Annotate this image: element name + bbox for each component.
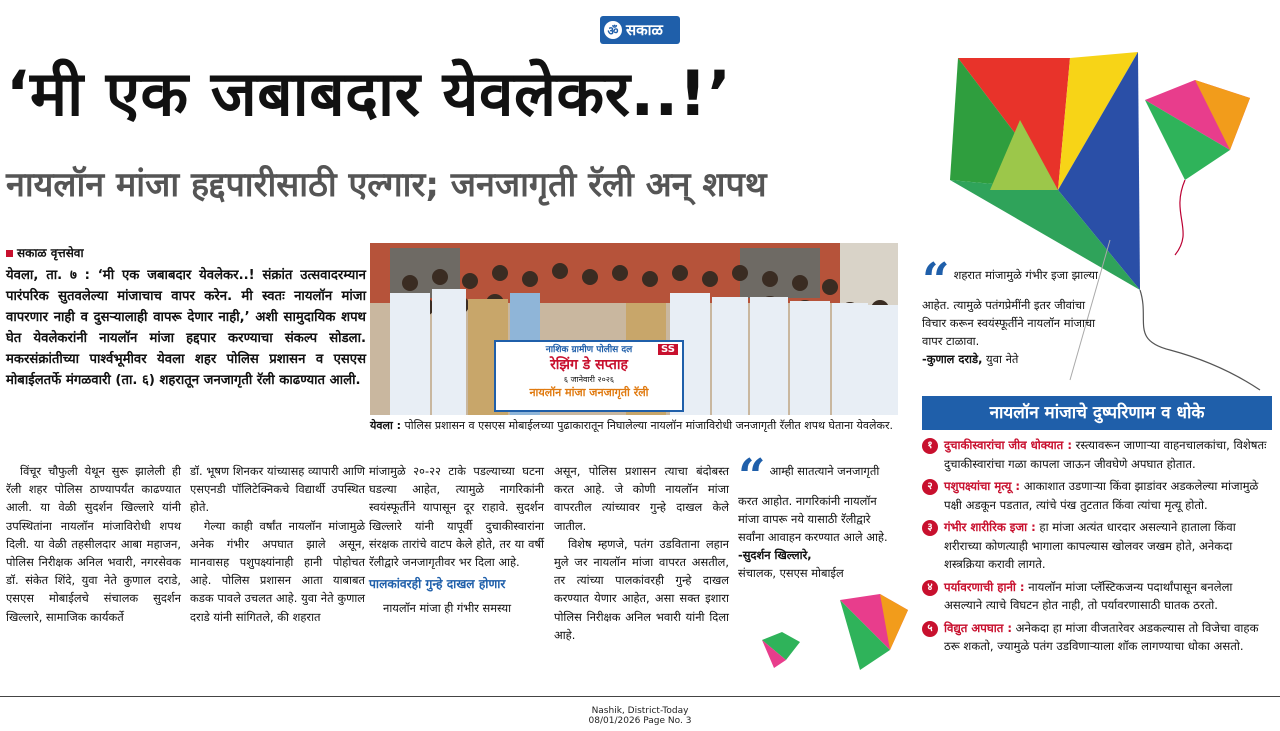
headline: ‘मी एक जबाबदार येवलेकर..!’ xyxy=(6,57,732,130)
risk-title: विद्युत अपघात : xyxy=(944,620,1012,635)
footer-line2: 08/01/2026 Page No. 3 xyxy=(588,716,692,726)
risk-title: गंभीर शारीरिक इजा : xyxy=(944,520,1036,534)
quote2-role: संचालक, एसएस मोबाईल xyxy=(738,566,844,580)
large-kite-icon xyxy=(950,52,1140,290)
byline xyxy=(6,244,84,261)
banner-line1: नाशिक ग्रामीण पोलीस दल xyxy=(545,345,633,355)
banner-line2: रेझिंग डे सप्ताह xyxy=(550,357,628,373)
body-column-3 xyxy=(369,462,544,618)
quote1-role: युवा नेते xyxy=(982,352,1019,366)
column2-para2: गेल्या काही वर्षांत नायलॉन मांजामुळे अनेक गंभीर अपघात झाले असून, मानवासह पशुपक्ष्यांनाही हानी पोहोचत आहे. पोलिस प्रशासन आता याबाबत कडक पावले उचलत आहे. युवा नेते कुणाल दराडे यांनी सांगितले, की शहरात xyxy=(190,518,365,624)
news-photo xyxy=(370,243,898,415)
caption-text: पोलिस प्रशासन व एसएस मोबाईलच्या पुढाकारातून निघालेल्या नायलॉन मांजाविरोधी जनजागृती रॅलीत शपथ घेताना येवलेकर. xyxy=(401,419,893,432)
risk-item xyxy=(922,619,1272,656)
masthead-logo-icon: ॐ xyxy=(604,21,622,39)
quote2-name: -सुदर्शन खिल्लारे, xyxy=(738,548,812,562)
risk-number: ५ xyxy=(922,621,938,637)
byline-text: सकाळ वृत्तसेवा xyxy=(17,246,84,260)
masthead-name: सकाळ xyxy=(626,21,663,39)
subheadline: नायलॉन मांजा हद्दपारीसाठी एल्गार; जनजागृती रॅली अन् शपथ xyxy=(6,165,767,205)
banner-line4: नायलॉन मांजा जनजागृती रॅली xyxy=(529,386,649,399)
column2-para1: डॉ. भूषण शिनकर यांच्यासह व्यापारी आणि एसएनडी पॉलिटेक्निकचे विद्यार्थी उपस्थित होते. xyxy=(190,464,365,515)
kite-icon xyxy=(762,632,800,668)
footer-rule xyxy=(0,696,1280,697)
risks-list xyxy=(922,436,1272,660)
lead-paragraph: येवला, ता. ७ : ‘मी एक जबाबदार येवलेकर..! संक्रांत उत्सवादरम्यान पारंपरिक सुतवलेल्या मांजाचाच वापर करेन. मी स्वतः नायलॉन मांजा वापरणार नाही व दुसऱ्यालाही वापरू देणार नाही,’ अशी सामुदायिक शपथ घेत येवलेकरांनी नायलॉन मांजा हद्दपार करण्याचा संकल्प सोडला. मकरसंक्रांतीच्या पार्श्वभूमीवर येवला शहर पोलिस प्रशासन व एसएस मोबाईलतर्फे मंगळवारी (ता. ६) शहरातून जनजागृती रॅली काढण्यात आली. xyxy=(6,268,366,388)
quote-khillare xyxy=(738,449,898,582)
quote1-text: शहरात मांजामुळे गंभीर इजा झाल्या आहेत. त्यामुळे पतंगप्रेमींनी इतर जीवांचा विचार करून स्वयंस्फूर्तीने नायलॉन मांजाचा वापर टाळावा. xyxy=(922,268,1098,348)
column3-subheading: पालकांवरही गुन्हे दाखल होणार xyxy=(369,577,506,592)
quote-mark-icon: “ xyxy=(922,253,950,309)
caption-place: येवला : xyxy=(370,419,402,432)
column4-para2: विशेष म्हणजे, पतंग उडविताना लहान मुले जर नायलॉन मांजा वापरत असतील, तर त्यांच्या पालकांवरही गुन्हे दाखल करण्यात येणार आहेत, असा सक्त इशारा पोलिस निरीक्षक अनिल भवारी यांनी दिला आहे. xyxy=(554,536,729,642)
risk-item xyxy=(922,436,1272,473)
risk-item xyxy=(922,578,1272,615)
risk-text: रस्त्यावरून जाणाऱ्या वाहनचालकांचा, विशेषतः दुचाकीस्वारांचा गळा कापला जाऊन जीवघेणे अपघात होतात. xyxy=(944,438,1267,471)
risk-number: २ xyxy=(922,479,938,495)
photo-caption xyxy=(370,418,898,433)
risk-text: हा मांजा अत्यंत धारदार असल्याने हाताला किंवा शरीराच्या कोणत्याही भागाला कापल्यास खोलवर जखम होते, अनेकदा शस्त्रक्रिया करावी लागते. xyxy=(944,520,1236,571)
column4-para1: असून, पोलिस प्रशासन त्याचा बंदोबस्त करत आहे. जे कोणी नायलॉन मांजा वापरतील त्यांच्यावर गुन्हे दाखल केले जातील. xyxy=(554,464,729,533)
risk-number: ४ xyxy=(922,580,938,596)
body-column-2 xyxy=(190,462,365,626)
risk-title: पशुपक्ष्यांचा मृत्यू : xyxy=(944,479,1021,493)
risk-number: ३ xyxy=(922,520,938,536)
page-footer xyxy=(560,706,720,726)
byline-square-icon xyxy=(6,250,13,257)
small-kite-icon xyxy=(1145,80,1250,180)
rally-banner xyxy=(494,340,684,412)
body-column-4 xyxy=(554,462,729,644)
risk-item xyxy=(922,477,1272,514)
risk-title: दुचाकीस्वारांचा जीव धोक्यात : xyxy=(944,438,1072,452)
column1-text: विंचूर चौफुली येथून सुरू झालेली ही रॅली शहर पोलिस ठाण्यापर्यंत काढण्यात आली. या वेळी सुदर्शन खिल्लारे यांनी उपस्थितांना नायलॉन मांजाविरोधी शपथ दिली. या वेळी तहसीलदार आबा महाजन, पोलिस निरीक्षक अनिल भवारी, नगरसेवक डॉ. संकेत शिंदे, युवा नेते कुणाल दराडे, एसएस मोबाईलचे संचालक सुदर्शन खिल्लारे, सामाजिक कार्यकर्ते xyxy=(6,464,181,624)
quote-darade xyxy=(922,253,1102,368)
newspaper-masthead xyxy=(600,16,680,44)
quote2-text: आम्ही सातत्याने जनजागृती करत आहोत. नागरिकांनी नायलॉन मांजा वापरू नये यासाठी रॅलीद्वारे सर्वांना आवाहन करण्यात आले आहे. xyxy=(738,464,888,544)
column3-para2: नायलॉन मांजा ही गंभीर समस्या xyxy=(383,601,512,616)
risk-text: नायलॉन मांजा प्लॅस्टिकजन्य पदार्थांपासून बनलेला असल्याने त्याचे विघटन होत नाही, तो पर्यावरणासाठी घातक ठरतो. xyxy=(944,579,1233,612)
column3-para1: मांजामुळे २०-२२ टाके पडल्याच्या घटना घडल्या आहेत, त्यामुळे नागरिकांनी स्वयंस्फूर्तीने यापासून दूर राहावे. सुदर्शन खिल्लारे यांनी यापूर्वी दुचाकीस्वारांना संरक्षक तारांचे वाटप केले होते, तर या वर्षी रॅलीद्वारे जनजागृतीवर भर दिला आहे. xyxy=(369,464,544,570)
risk-item xyxy=(922,518,1272,574)
quote-mark-icon: “ xyxy=(738,449,766,505)
small-kites-illustration xyxy=(760,590,910,690)
risk-number: १ xyxy=(922,438,938,454)
body-column-1 xyxy=(6,462,181,626)
risk-text: आकाशात उडणाऱ्या किंवा झाडांवर अडकलेल्या मांजामुळे पक्षी अडकून पडतात, त्यांचे पंख तुटतात किंवा त्यांचा मृत्यू होतो. xyxy=(944,479,1259,512)
risks-box-title: नायलॉन मांजाचे दुष्परिणाम व धोके xyxy=(922,396,1272,430)
kite-icon xyxy=(840,594,908,670)
risk-title: पर्यावरणाची हानी : xyxy=(944,579,1025,594)
footer-line1: Nashik, District-Today xyxy=(591,706,689,716)
risk-text: अनेकदा हा मांजा वीजतारेवर अडकल्यास तो विजेचा वाहक ठरू शकतो, ज्यामुळे पतंग उडविणाऱ्याला शॉक लागण्याचा धोका असतो. xyxy=(944,620,1259,653)
banner-logo: SS xyxy=(658,344,678,355)
banner-line3: ६ जानेवारी २०२६ xyxy=(563,375,615,384)
quote1-name: -कुणाल दराडे, xyxy=(922,352,983,366)
